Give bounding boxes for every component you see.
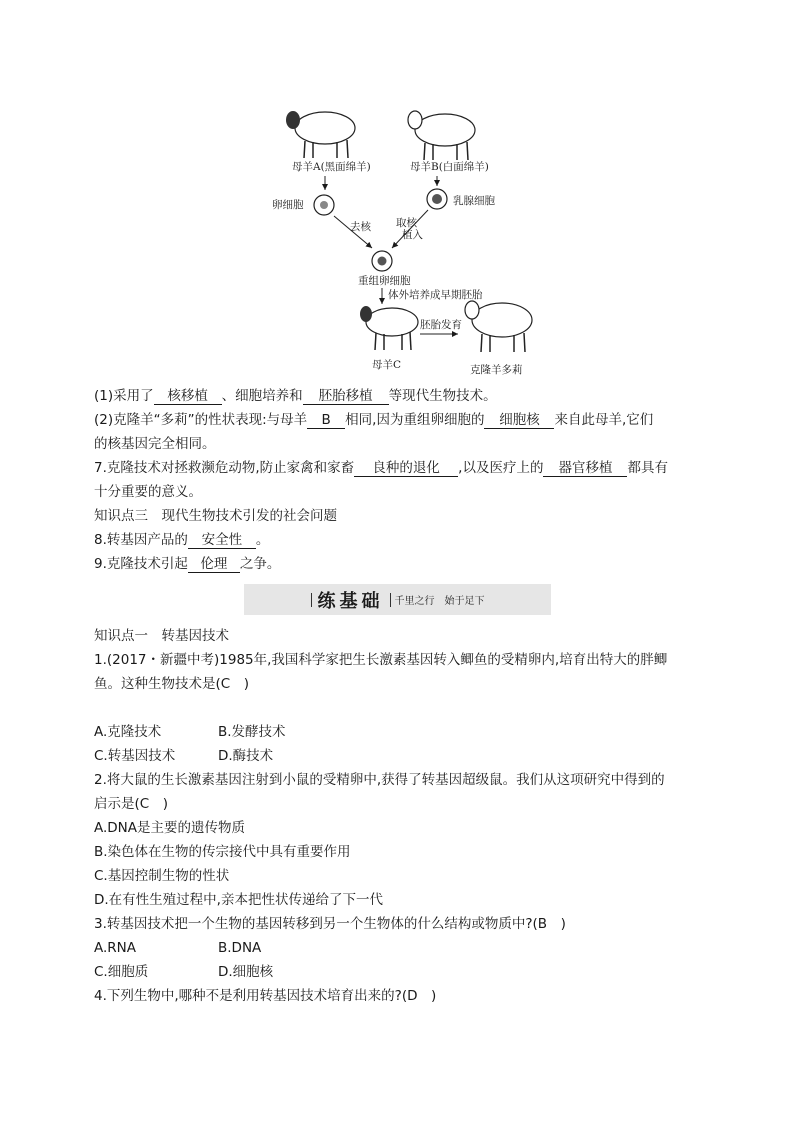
p3-options-row2 — [94, 960, 709, 984]
option: C.基因控制生物的性状 — [94, 868, 230, 884]
option: C.转基因技术 — [94, 748, 176, 764]
sheep-b-image — [408, 111, 475, 160]
embryo-dev-label: 胚胎发育 — [420, 319, 462, 331]
extract-nucleus-label: 取核 — [396, 217, 417, 229]
sheep-c-image — [360, 306, 418, 350]
option: B.染色体在生物的传宗接代中具有重要作用 — [94, 844, 351, 860]
q9: 9.克隆技术引起 伦理 之争。 — [94, 556, 281, 572]
option: A.DNA是主要的遗传物质 — [94, 820, 246, 836]
culture-label: 体外培养成早期胚胎 — [388, 289, 483, 301]
q6-2-line2: 的核基因完全相同。 — [94, 436, 216, 452]
option: A.克隆技术 — [94, 724, 162, 740]
p4-stem: 4.下列生物中,哪种不是利用转基因技术培育出来的?(D ) — [94, 988, 437, 1004]
answer-blank: 胚胎移植 — [303, 388, 389, 405]
divider — [390, 593, 391, 607]
answer-blank: 安全性 — [188, 532, 256, 549]
q6-1: (1)采用了 核移植 、细胞培养和 胚胎移植 等现代生物技术。 — [94, 388, 497, 404]
enucleate-label: 去核 — [350, 221, 371, 233]
practice-block — [94, 624, 709, 1008]
section-banner — [244, 584, 551, 615]
answer-blank: 核移植 — [154, 388, 222, 405]
answer-blank: 细胞核 — [484, 412, 554, 429]
answer-blank: 伦理 — [188, 556, 240, 573]
p2-stem: 2.将大鼠的生长激素基因注射到小鼠的受精卵中,获得了转基因超级鼠。我们从这项研究中得到的 — [94, 772, 665, 788]
knowledge-point-1: 知识点一 转基因技术 — [94, 628, 229, 644]
knowledge-point-3: 知识点三 现代生物技术引发的社会问题 — [94, 508, 337, 524]
sheep-a-label: 母羊A(黑面绵羊) — [292, 161, 371, 173]
answer-blank: 器官移植 — [543, 460, 627, 477]
option: A.RNA — [94, 940, 137, 956]
banner-title: 练基础 — [317, 590, 384, 612]
divider — [311, 593, 312, 607]
q7: 7.克隆技术对拯救濒危动物,防止家禽和家畜 良种的退化 ,以及医疗上的 器官移植 都具有 — [94, 460, 668, 476]
q8: 8.转基因产品的 安全性 。 — [94, 532, 270, 548]
option: C.细胞质 — [94, 964, 149, 980]
sheep-a-image — [286, 111, 355, 158]
option: B.DNA — [218, 940, 262, 956]
option: D.酶技术 — [218, 748, 274, 764]
mammary-cell-label: 乳腺细胞 — [453, 195, 495, 207]
q7-line2: 十分重要的意义。 — [94, 484, 202, 500]
answer-blank: 良种的退化 — [354, 460, 458, 477]
p1-options-row2 — [94, 744, 709, 768]
dolly-label: 克隆羊多莉 — [470, 364, 523, 376]
p1-options-row1 — [94, 720, 709, 744]
answers-block — [94, 384, 704, 576]
recombined-egg-label: 重组卵细胞 — [358, 275, 411, 287]
q6-2: (2)克隆羊“多莉”的性状表现:与母羊 B 相同,因为重组卵细胞的 细胞核 来自此母羊,它们 — [94, 412, 654, 428]
p3-stem: 3.转基因技术把一个生物的基因转移到另一个生物体的什么结构或物质中?(B ) — [94, 916, 566, 932]
p3-options-row1 — [94, 936, 709, 960]
answer-blank: B — [307, 412, 345, 429]
option: D.在有性生殖过程中,亲本把性状传递给了下一代 — [94, 892, 383, 908]
p1-stem: 1.(2017・新疆中考)1985年,我国科学家把生长激素基因转入鲫鱼的受精卵内,培育出特大的胖鲫 — [94, 652, 668, 668]
p1-stem-line2: 鱼。这种生物技术是(C ) — [94, 676, 249, 692]
cloning-diagram — [270, 98, 540, 383]
sheep-b-label: 母羊B(白面绵羊) — [410, 161, 489, 173]
implant-label: 植入 — [402, 229, 423, 241]
dolly-image — [465, 301, 532, 352]
egg-cell-label: 卵细胞 — [272, 199, 304, 211]
option: D.细胞核 — [218, 964, 274, 980]
sheep-c-label: 母羊C — [372, 359, 402, 371]
p2-stem-line2: 启示是(C ) — [94, 796, 168, 812]
option: B.发酵技术 — [218, 724, 286, 740]
banner-subtitle: 千里之行 始于足下 — [394, 596, 485, 607]
